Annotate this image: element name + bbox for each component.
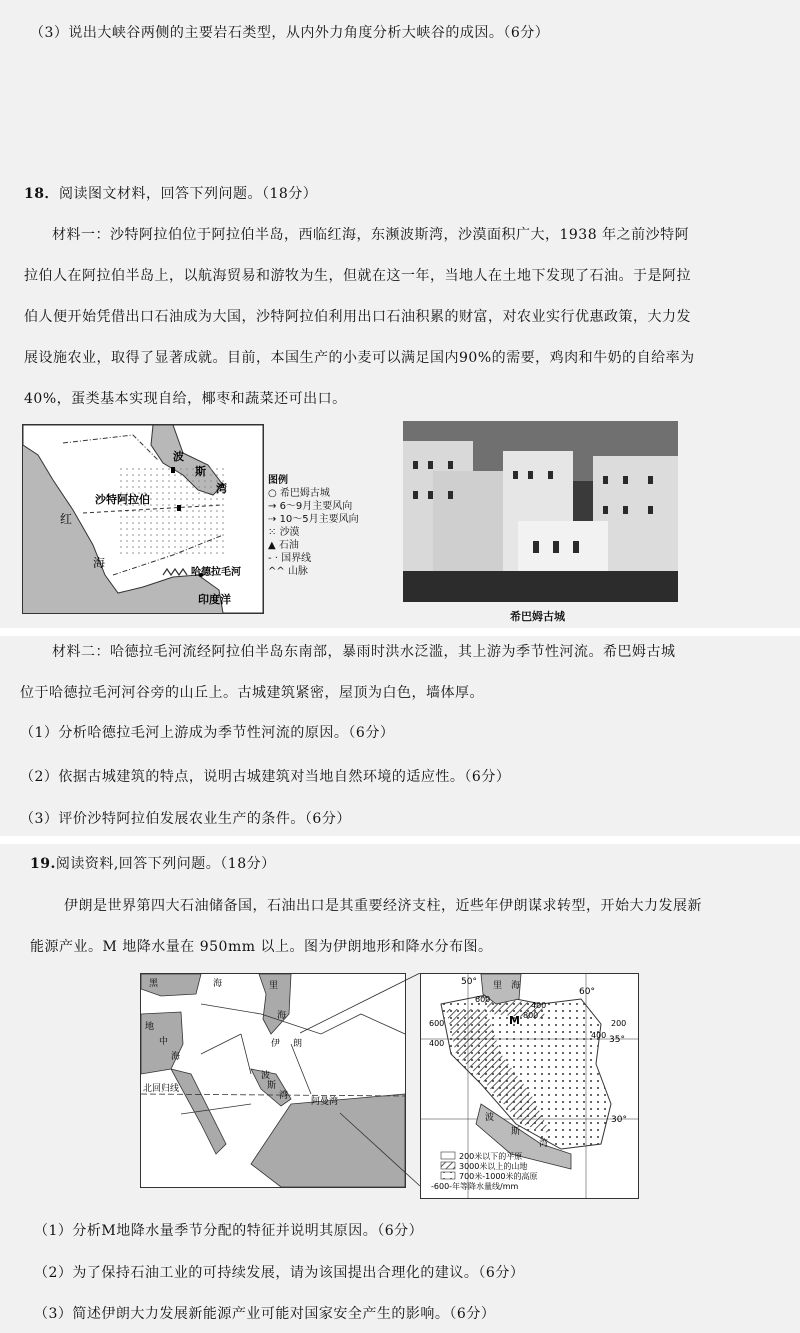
label-oman-gulf: 阿曼湾 <box>311 1097 339 1107</box>
label-gulf-1: 波 <box>173 450 184 463</box>
legend-item: ⁙ 沙漠 <box>268 527 300 538</box>
photo-caption: 希巴姆古城 <box>510 610 565 623</box>
label-med-2: 中 <box>159 1037 169 1047</box>
label-iso-400c: 400 <box>429 1039 445 1048</box>
label-iso-600: 600 <box>475 995 491 1004</box>
label-black-sea: 黑 <box>149 979 159 989</box>
label-lat30: 30° <box>611 1115 627 1125</box>
q18-mat1-line: 材料一：沙特阿拉伯位于阿拉伯半岛，西临红海，东濒波斯湾，沙漠面积广大，1938 年之前沙特阿 <box>52 227 690 243</box>
label-gulf-1: 波 <box>261 1071 271 1081</box>
label-caspian-2: 海 <box>511 981 521 991</box>
label-ocean: 印度洋 <box>198 593 231 606</box>
label-saudi: 沙特阿拉伯 <box>95 493 150 506</box>
label-gulf-2: 斯 <box>511 1127 521 1137</box>
q19-number: 19. <box>30 856 56 872</box>
label-iso-400b: 400 <box>591 1031 607 1040</box>
label-m: M <box>509 1014 520 1027</box>
q18-question: （2）依据古城建筑的特点，说明古城建筑对当地自然环境的适应性。（6分） <box>20 769 511 785</box>
legend-item: - · 国界线 <box>268 553 312 564</box>
q18-heading <box>24 183 317 203</box>
dashed-arrow-icon: ⇢ <box>268 514 280 525</box>
q19-question: （3）简述伊朗大力发展新能源产业可能对国家安全产生的影响。（6分） <box>34 1306 496 1322</box>
q18-title: 阅读图文材料，回答下列问题。（18分） <box>58 186 318 202</box>
label-lon60: 60° <box>579 987 595 997</box>
label-iran-2: 朗 <box>293 1039 303 1049</box>
q19-heading <box>30 853 276 873</box>
iran-terrain-map <box>420 973 639 1199</box>
shibam-photo <box>403 421 678 602</box>
zoom-connector <box>300 973 420 1186</box>
q17-sub3: （3）说出大峡谷两侧的主要岩石类型，从内外力角度分析大峡谷的成因。（6分） <box>30 25 550 41</box>
label-river: 哈德拉毛河 <box>191 567 241 578</box>
q18-mat1-line: 伯人便开始凭借出口石油成为大国，沙特阿拉伯利用出口石油积累的财富，对农业实行优惠政策，大力发 <box>24 309 691 325</box>
label-tropic: 北回归线 <box>143 1084 180 1094</box>
q18-question: （1）分析哈德拉毛河上游成为季节性河流的原因。（6分） <box>20 725 395 741</box>
legend-item: → 6～9月主要风向 <box>268 501 353 512</box>
label-caspian: 里 <box>493 981 503 991</box>
legend-item: ⇢ 10～5月主要风向 <box>268 514 359 525</box>
legend-title: 图例 <box>268 475 288 486</box>
legend-plateau: 700米-1000米的高原 <box>459 1172 538 1181</box>
q18-mat1-line: 展设施农业，取得了显著成就。目前，本国生产的小麦可以满足国内90%的需要，鸡肉和牛奶的自给率为 <box>24 350 695 366</box>
legend-mountain: 3000米以上的山地 <box>459 1162 528 1171</box>
separator <box>0 836 800 844</box>
label-lon50: 50° <box>461 977 477 987</box>
label-black-sea-2: 海 <box>213 979 223 989</box>
q19-question: （2）为了保持石油工业的可持续发展，请为该国提出合理化的建议。（6分） <box>34 1265 525 1281</box>
arrow-icon: → <box>268 501 280 512</box>
label-gulf-3: 湾 <box>216 482 227 495</box>
legend-item: ^^ 山脉 <box>268 566 308 577</box>
label-gulf-3: 湾 <box>539 1139 549 1149</box>
label-med-1: 地 <box>145 1022 155 1032</box>
label-iso-800: 800 <box>523 1011 539 1020</box>
legend-isohyet: -600-年等降水量线/mm <box>431 1182 519 1191</box>
legend-plain: 200米以下的平原 <box>459 1152 523 1161</box>
q18-mat1-line: 拉伯人在阿拉伯半岛上，以航海贸易和游牧为生，但就在这一年，当地人在土地下发现了石油。于是阿拉 <box>24 268 691 284</box>
desert-icon: ⁙ <box>268 527 280 538</box>
mountain-icon: ^^ <box>268 566 288 577</box>
label-lat35: 35° <box>609 1035 625 1045</box>
label-gulf-3: 湾 <box>279 1091 289 1101</box>
q18-number: 18． <box>24 186 59 202</box>
legend-dot-icon: ○ <box>268 488 280 499</box>
q19-title: 阅读资料,回答下列问题。（18分） <box>55 856 276 872</box>
label-iso-200: 200 <box>611 1019 627 1028</box>
label-gulf-1: 波 <box>485 1113 495 1123</box>
q18-mat2-line: 材料二：哈德拉毛河流经阿拉伯半岛东南部，暴雨时洪水泛滥，其上游为季节性河流。希巴姆古城 <box>52 644 676 660</box>
q18-question: （3）评价沙特阿拉伯发展农业生产的条件。（6分） <box>20 811 351 827</box>
label-gulf-2: 斯 <box>267 1081 277 1091</box>
label-med-3: 海 <box>171 1052 181 1062</box>
label-red-sea-1: 红 <box>60 512 73 526</box>
label-iso-400a: 400 <box>531 1001 547 1010</box>
label-caspian-1: 里 <box>269 981 279 991</box>
oil-icon: ▲ <box>268 540 279 551</box>
saudi-arabia-map <box>22 424 264 614</box>
separator <box>0 628 800 636</box>
label-iran-1: 伊 <box>271 1039 281 1049</box>
q19-mat-line: 伊朗是世界第四大石油储备国，石油出口是其重要经济支柱，近些年伊朗谋求转型，开始大力发展新 <box>64 898 702 914</box>
label-red-sea-2: 海 <box>93 556 106 570</box>
q19-question: （1）分析M地降水量季节分配的特征并说明其原因。（6分） <box>34 1223 424 1239</box>
q18-mat1-line: 40%，蛋类基本实现自给，椰枣和蔬菜还可出口。 <box>24 391 347 407</box>
label-caspian-2: 海 <box>277 1011 287 1021</box>
map-legend <box>268 474 359 578</box>
legend-item: ○ 希巴姆古城 <box>268 488 330 499</box>
q18-mat2-line: 位于哈德拉毛河河谷旁的山丘上。古城建筑紧密，屋顶为白色，墙体厚。 <box>20 685 484 701</box>
q19-mat-line: 能源产业。M 地降水量在 950mm 以上。图为伊朗地形和降水分布图。 <box>30 939 493 955</box>
label-gulf-2: 斯 <box>195 465 206 478</box>
label-iso-600b: 600 <box>429 1019 445 1028</box>
border-icon: - · <box>268 553 282 564</box>
legend-item: ▲ 石油 <box>268 540 299 551</box>
